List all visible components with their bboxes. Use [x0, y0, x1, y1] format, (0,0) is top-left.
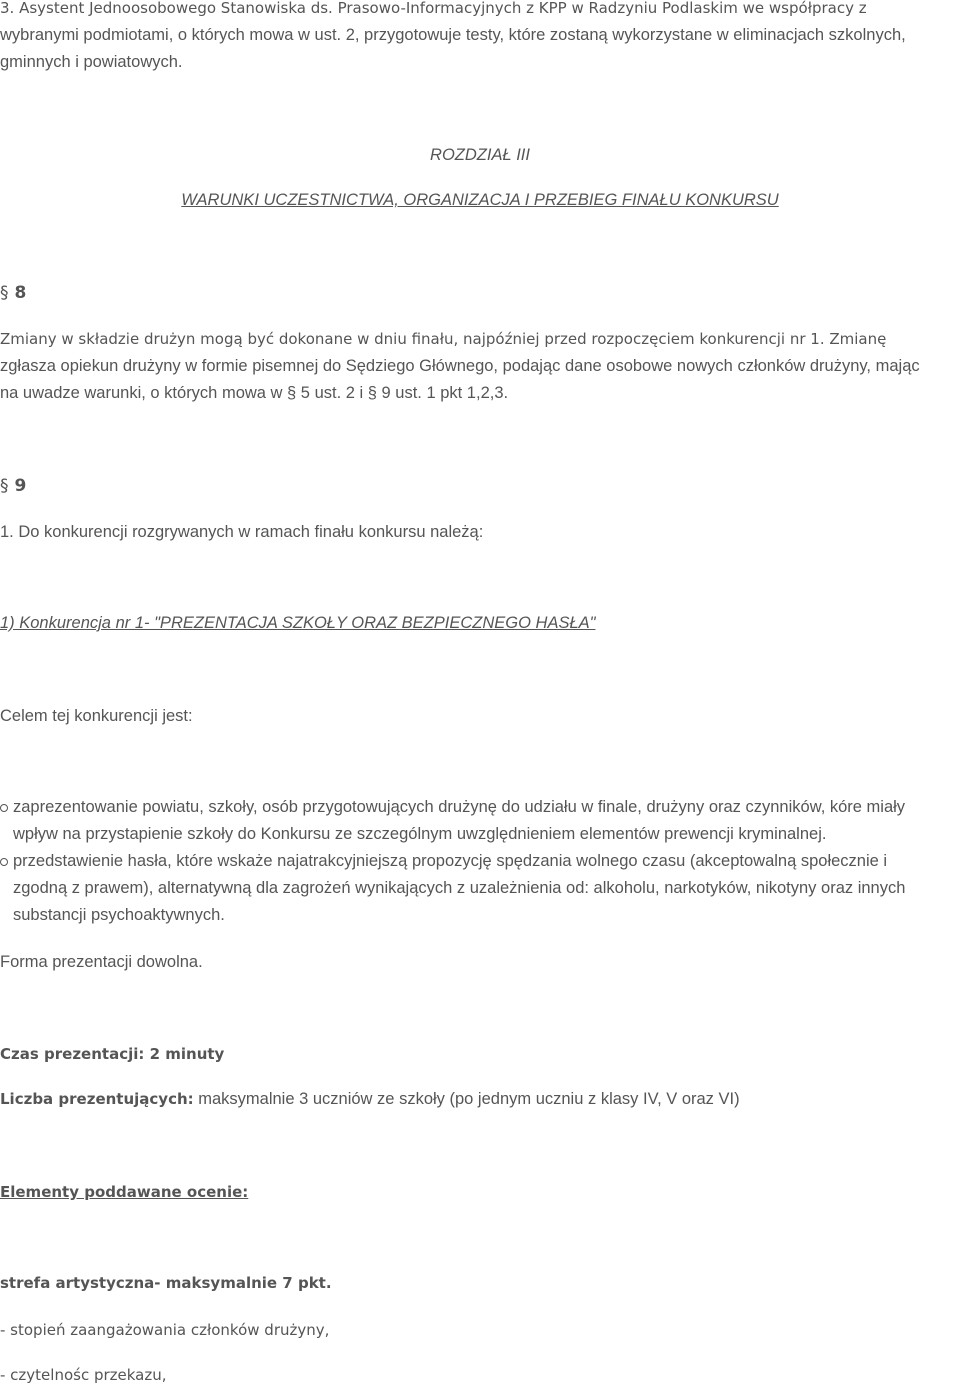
bullet-2-line-2: zgodną z prawem), alternatywną dla zagrożeń wynikających z uzależnienia od: alkoholu, narkotyków, nikotyny oraz innych: [13, 879, 906, 897]
evaluated-elements-heading: Elementy poddawane ocenie:: [0, 1183, 249, 1201]
section-9-heading: [0, 476, 26, 496]
bullet-dot: [0, 858, 8, 866]
section-8-number: 8: [14, 283, 27, 303]
section-sign: §: [0, 476, 9, 496]
presenters-value: maksymalnie 3 uczniów ze szkoły (po jednym uczniu z klasy IV, V oraz VI): [193, 1090, 740, 1108]
criteria-item: - czytelnośc przekazu,: [0, 1366, 167, 1384]
artistic-zone-heading: strefa artystyczna- maksymalnie 7 pkt.: [0, 1274, 332, 1292]
chapter-number: ROZDZIAŁ III: [430, 146, 530, 164]
section-9-number: 9: [14, 476, 27, 496]
intro-line-2: wybranymi podmiotami, o których mowa w ust. 2, przygotowuje testy, które zostaną wykorzystane w eliminacjach szkolnych,: [0, 26, 906, 44]
bullet-1-line-2: wpływ na przystapienie szkoły do Konkursu ze szczególnym uwzględnieniem elementów prewencji kryminalnej.: [13, 825, 827, 843]
section-sign: §: [0, 283, 9, 303]
competition-1-title: 1) Konkurencja nr 1- "PREZENTACJA SZKOŁY ORAZ BEZPIECZNEGO HASŁA": [0, 614, 596, 632]
bullet-2-line-1: przedstawienie hasła, które wskaże najatrakcyjniejszą propozycję spędzania wolnego czasu (akceptowalną społecznie i: [13, 852, 888, 870]
bullet-dot: [0, 804, 8, 812]
section-8-line-3: na uwadze warunki, o których mowa w § 5 ust. 2 i § 9 ust. 1 pkt 1,2,3.: [0, 384, 509, 402]
presenters-line: [0, 1089, 740, 1109]
intro-line-1: 3. Asystent Jednoosobowego Stanowiska ds. Prasowo-Informacyjnych z KPP w Radzyniu Podlaskim we współpracy z: [0, 0, 867, 17]
section-8-heading: [0, 283, 26, 303]
section-8-line-1: Zmiany w składzie drużyn mogą być dokonane w dniu finału, najpóźniej przed rozpoczęciem konkurencji nr 1. Zmianę: [0, 330, 887, 348]
presenters-label: Liczba prezentujących:: [0, 1090, 194, 1108]
chapter-title: WARUNKI UCZESTNICTWA, ORGANIZACJA I PRZEBIEG FINAŁU KONKURSU: [181, 191, 779, 209]
bullet-1-line-1: zaprezentowanie powiatu, szkoły, osób przygotowujących drużynę do udziału w finale, drużyny oraz czynników, kóre miały: [13, 798, 906, 816]
section-8-line-2: zgłasza opiekun drużyny w formie pisemnej do Sędziego Głównego, podając dane osobowe nowych członków drużyny, mając: [0, 357, 920, 375]
criteria-item: - stopień zaangażowania członków drużyny,: [0, 1321, 330, 1339]
intro-line-3: gminnych i powiatowych.: [0, 53, 183, 71]
section-9-line-1: 1. Do konkurencji rozgrywanych w ramach finału konkursu należą:: [0, 523, 484, 541]
competition-1-goal-label: Celem tej konkurencji jest:: [0, 707, 193, 725]
presentation-time: Czas prezentacji: 2 minuty: [0, 1045, 225, 1063]
bullet-2-line-3: substancji psychoaktywnych.: [13, 906, 225, 924]
presentation-form: Forma prezentacji dowolna.: [0, 953, 203, 971]
